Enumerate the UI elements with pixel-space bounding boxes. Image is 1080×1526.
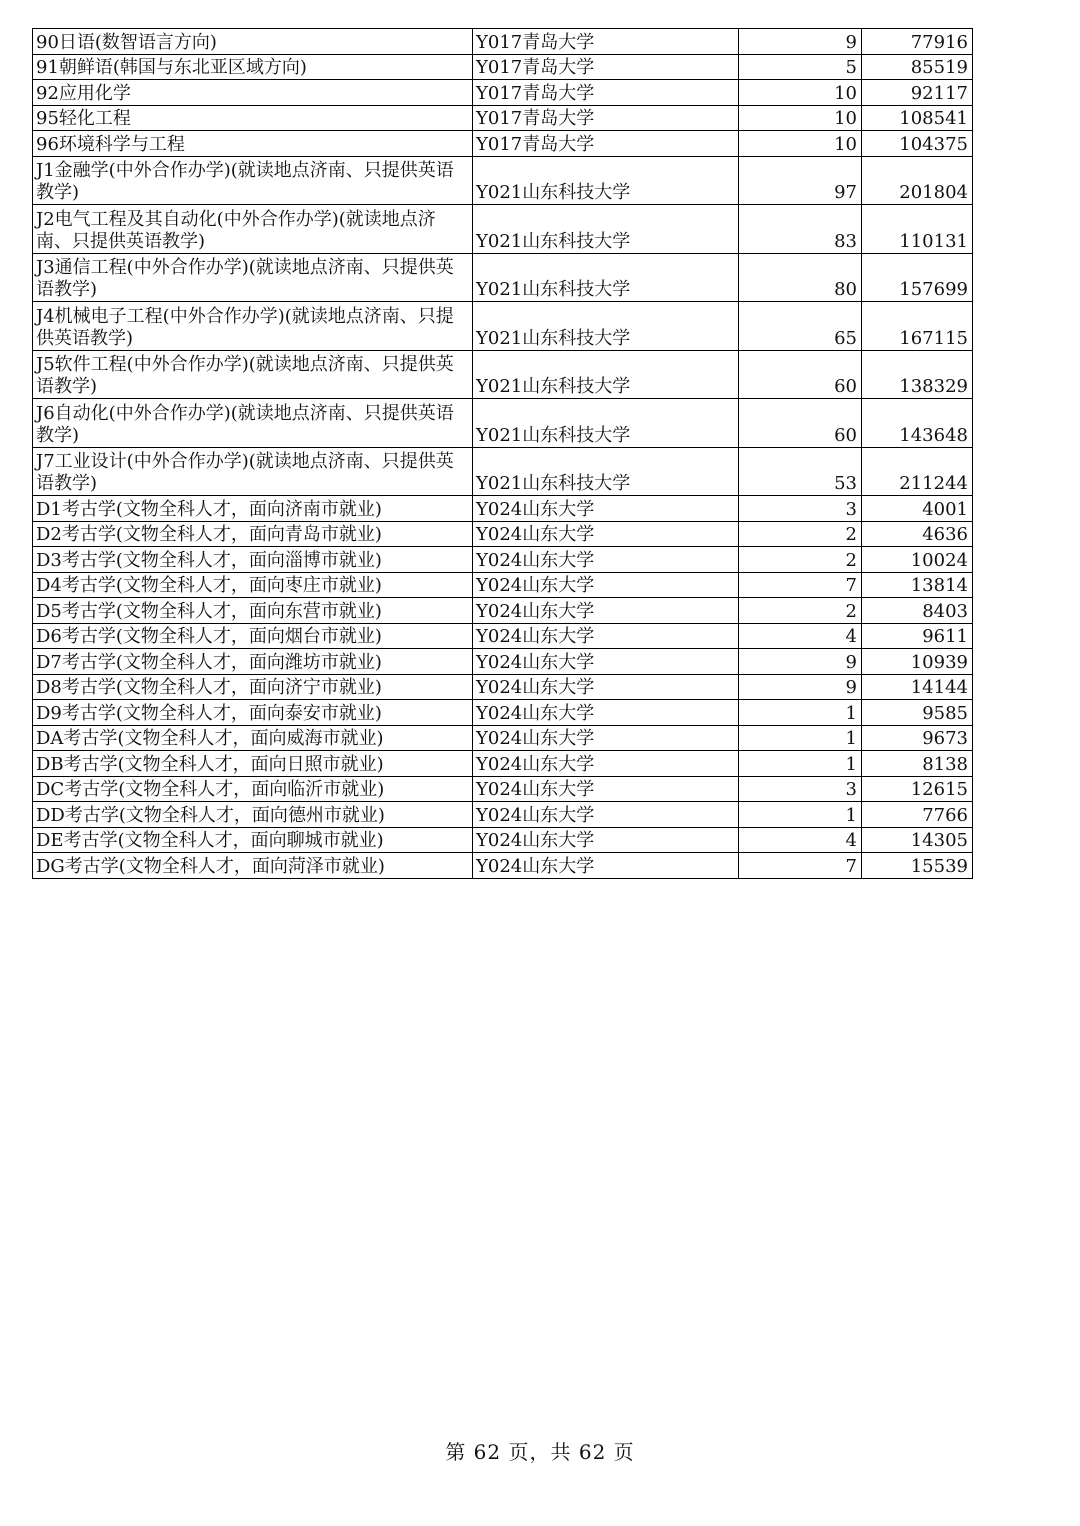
min-rank-cell: 9611 xyxy=(862,623,973,649)
major-cell: DB考古学(文物全科人才，面向日照市就业) xyxy=(33,751,473,777)
school-cell: Y021山东科技大学 xyxy=(473,253,739,302)
school-cell: Y017青岛大学 xyxy=(473,54,739,80)
major-cell: D7考古学(文物全科人才，面向潍坊市就业) xyxy=(33,649,473,675)
min-rank-cell: 108541 xyxy=(862,105,973,131)
table-row xyxy=(33,802,973,828)
major-cell: D4考古学(文物全科人才，面向枣庄市就业) xyxy=(33,572,473,598)
school-cell: Y017青岛大学 xyxy=(473,131,739,157)
table-row xyxy=(33,253,973,302)
min-rank-cell: 15539 xyxy=(862,853,973,879)
school-cell: Y021山东科技大学 xyxy=(473,302,739,351)
min-rank-cell: 8403 xyxy=(862,598,973,624)
min-rank-cell: 77916 xyxy=(862,29,973,55)
table-row xyxy=(33,399,973,448)
plan-count-cell: 9 xyxy=(739,649,862,675)
plan-count-cell: 10 xyxy=(739,131,862,157)
table-row xyxy=(33,776,973,802)
school-cell: Y024山东大学 xyxy=(473,572,739,598)
school-cell: Y024山东大学 xyxy=(473,521,739,547)
min-rank-cell: 10024 xyxy=(862,547,973,573)
major-cell: J7工业设计(中外合作办学)(就读地点济南、只提供英语教学) xyxy=(33,447,473,496)
major-cell: D5考古学(文物全科人才，面向东营市就业) xyxy=(33,598,473,624)
major-cell: J4机械电子工程(中外合作办学)(就读地点济南、只提供英语教学) xyxy=(33,302,473,351)
school-cell: Y024山东大学 xyxy=(473,725,739,751)
table-row xyxy=(33,521,973,547)
plan-count-cell: 9 xyxy=(739,29,862,55)
school-cell: Y024山东大学 xyxy=(473,674,739,700)
plan-count-cell: 65 xyxy=(739,302,862,351)
school-cell: Y024山东大学 xyxy=(473,496,739,522)
min-rank-cell: 92117 xyxy=(862,80,973,106)
major-cell: DA考古学(文物全科人才，面向威海市就业) xyxy=(33,725,473,751)
school-cell: Y024山东大学 xyxy=(473,598,739,624)
min-rank-cell: 12615 xyxy=(862,776,973,802)
school-cell: Y021山东科技大学 xyxy=(473,205,739,254)
major-cell: J1金融学(中外合作办学)(就读地点济南、只提供英语教学) xyxy=(33,156,473,205)
school-cell: Y021山东科技大学 xyxy=(473,350,739,399)
school-cell: Y024山东大学 xyxy=(473,827,739,853)
min-rank-cell: 110131 xyxy=(862,205,973,254)
plan-count-cell: 9 xyxy=(739,674,862,700)
table-row xyxy=(33,156,973,205)
table-row xyxy=(33,54,973,80)
plan-count-cell: 53 xyxy=(739,447,862,496)
plan-count-cell: 7 xyxy=(739,853,862,879)
school-cell: Y024山东大学 xyxy=(473,547,739,573)
table-row xyxy=(33,700,973,726)
school-cell: Y024山东大学 xyxy=(473,649,739,675)
school-cell: Y017青岛大学 xyxy=(473,105,739,131)
table-row xyxy=(33,649,973,675)
table-body xyxy=(33,29,973,879)
school-cell: Y021山东科技大学 xyxy=(473,156,739,205)
min-rank-cell: 9673 xyxy=(862,725,973,751)
min-rank-cell: 9585 xyxy=(862,700,973,726)
table-row xyxy=(33,827,973,853)
plan-count-cell: 2 xyxy=(739,598,862,624)
plan-count-cell: 3 xyxy=(739,776,862,802)
plan-count-cell: 7 xyxy=(739,572,862,598)
table-row xyxy=(33,447,973,496)
table-row xyxy=(33,496,973,522)
plan-count-cell: 5 xyxy=(739,54,862,80)
school-cell: Y024山东大学 xyxy=(473,776,739,802)
major-cell: J6自动化(中外合作办学)(就读地点济南、只提供英语教学) xyxy=(33,399,473,448)
school-cell: Y017青岛大学 xyxy=(473,29,739,55)
major-cell: D8考古学(文物全科人才，面向济宁市就业) xyxy=(33,674,473,700)
page-footer: 第 62 页，共 62 页 xyxy=(445,1440,635,1464)
min-rank-cell: 4636 xyxy=(862,521,973,547)
school-cell: Y021山东科技大学 xyxy=(473,447,739,496)
school-cell: Y024山东大学 xyxy=(473,700,739,726)
table-row xyxy=(33,547,973,573)
major-cell: DG考古学(文物全科人才，面向菏泽市就业) xyxy=(33,853,473,879)
table-row xyxy=(33,131,973,157)
major-cell: D1考古学(文物全科人才，面向济南市就业) xyxy=(33,496,473,522)
major-cell: DD考古学(文物全科人才，面向德州市就业) xyxy=(33,802,473,828)
school-cell: Y024山东大学 xyxy=(473,853,739,879)
min-rank-cell: 13814 xyxy=(862,572,973,598)
min-rank-cell: 104375 xyxy=(862,131,973,157)
table-row xyxy=(33,205,973,254)
school-cell: Y017青岛大学 xyxy=(473,80,739,106)
min-rank-cell: 143648 xyxy=(862,399,973,448)
table-row xyxy=(33,80,973,106)
min-rank-cell: 4001 xyxy=(862,496,973,522)
min-rank-cell: 157699 xyxy=(862,253,973,302)
table-row xyxy=(33,302,973,351)
table-row xyxy=(33,350,973,399)
table-row xyxy=(33,598,973,624)
major-cell: 90日语(数智语言方向) xyxy=(33,29,473,55)
table-row xyxy=(33,725,973,751)
plan-count-cell: 1 xyxy=(739,700,862,726)
plan-count-cell: 2 xyxy=(739,521,862,547)
major-cell: D6考古学(文物全科人才，面向烟台市就业) xyxy=(33,623,473,649)
plan-count-cell: 1 xyxy=(739,802,862,828)
school-cell: Y021山东科技大学 xyxy=(473,399,739,448)
plan-count-cell: 10 xyxy=(739,80,862,106)
school-cell: Y024山东大学 xyxy=(473,802,739,828)
plan-count-cell: 1 xyxy=(739,751,862,777)
table-row xyxy=(33,751,973,777)
major-cell: DE考古学(文物全科人才，面向聊城市就业) xyxy=(33,827,473,853)
min-rank-cell: 8138 xyxy=(862,751,973,777)
min-rank-cell: 167115 xyxy=(862,302,973,351)
table-row xyxy=(33,674,973,700)
min-rank-cell: 211244 xyxy=(862,447,973,496)
major-cell: 96环境科学与工程 xyxy=(33,131,473,157)
min-rank-cell: 85519 xyxy=(862,54,973,80)
plan-count-cell: 60 xyxy=(739,350,862,399)
min-rank-cell: 138329 xyxy=(862,350,973,399)
major-cell: J2电气工程及其自动化(中外合作办学)(就读地点济南、只提供英语教学) xyxy=(33,205,473,254)
table-row xyxy=(33,572,973,598)
min-rank-cell: 14144 xyxy=(862,674,973,700)
table-row xyxy=(33,29,973,55)
min-rank-cell: 14305 xyxy=(862,827,973,853)
plan-count-cell: 97 xyxy=(739,156,862,205)
major-cell: J5软件工程(中外合作办学)(就读地点济南、只提供英语教学) xyxy=(33,350,473,399)
school-cell: Y024山东大学 xyxy=(473,623,739,649)
plan-count-cell: 4 xyxy=(739,827,862,853)
plan-count-cell: 60 xyxy=(739,399,862,448)
plan-count-cell: 80 xyxy=(739,253,862,302)
plan-count-cell: 2 xyxy=(739,547,862,573)
major-cell: 92应用化学 xyxy=(33,80,473,106)
major-cell: D2考古学(文物全科人才，面向青岛市就业) xyxy=(33,521,473,547)
min-rank-cell: 7766 xyxy=(862,802,973,828)
plan-count-cell: 3 xyxy=(739,496,862,522)
table-row xyxy=(33,105,973,131)
plan-count-cell: 10 xyxy=(739,105,862,131)
major-cell: 91朝鲜语(韩国与东北亚区域方向) xyxy=(33,54,473,80)
major-cell: D3考古学(文物全科人才，面向淄博市就业) xyxy=(33,547,473,573)
min-rank-cell: 201804 xyxy=(862,156,973,205)
major-cell: J3通信工程(中外合作办学)(就读地点济南、只提供英语教学) xyxy=(33,253,473,302)
school-cell: Y024山东大学 xyxy=(473,751,739,777)
table-row xyxy=(33,623,973,649)
major-cell: D9考古学(文物全科人才，面向泰安市就业) xyxy=(33,700,473,726)
plan-count-cell: 4 xyxy=(739,623,862,649)
admission-table xyxy=(32,28,973,879)
major-cell: 95轻化工程 xyxy=(33,105,473,131)
table-row xyxy=(33,853,973,879)
major-cell: DC考古学(文物全科人才，面向临沂市就业) xyxy=(33,776,473,802)
plan-count-cell: 83 xyxy=(739,205,862,254)
plan-count-cell: 1 xyxy=(739,725,862,751)
min-rank-cell: 10939 xyxy=(862,649,973,675)
